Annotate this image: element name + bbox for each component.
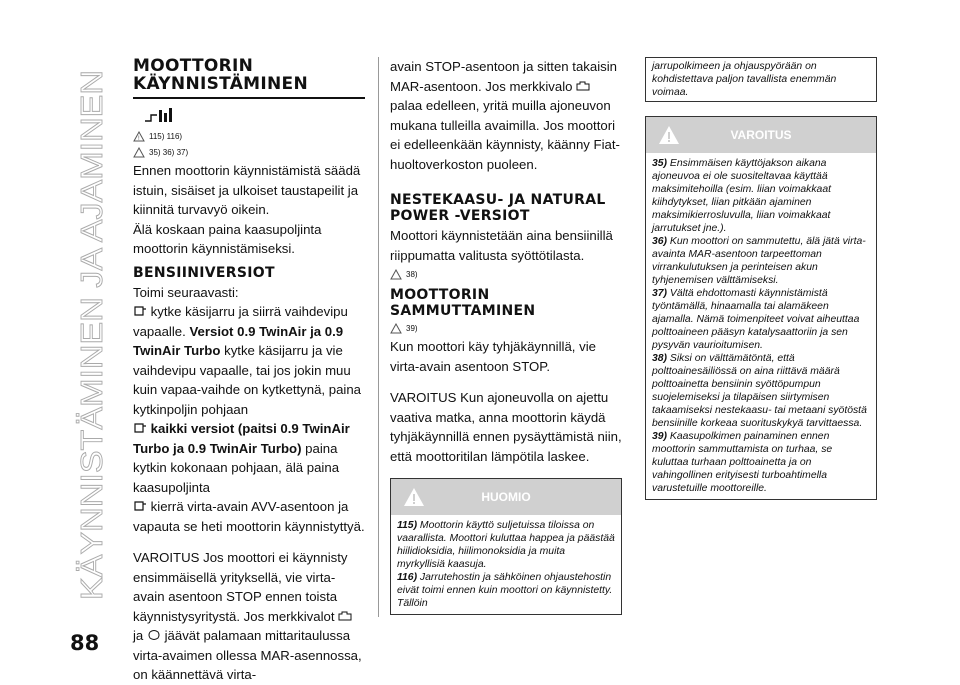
side-title-text: KÄYNNISTÄMINEN JA AJAMINEN <box>74 117 109 600</box>
hand-caution-icon <box>390 269 402 280</box>
warning-box <box>645 116 877 500</box>
heading-underline <box>133 97 365 99</box>
intro-paragraph: Ennen moottorin käynnistämistä säädä istuin, sisäiset ja ulkoiset taustapeilit ja kiinnitä turvavyö oikein. <box>133 163 361 217</box>
engine-warning-icon <box>576 80 590 92</box>
warning-item: 36) Kun moottori on sammutettu, älä jätä virta-avainta MAR-asentoon tarpeettoman virrankulutuksen ja perinteisen akun tyhjenemisen välttämiseksi. <box>652 236 866 286</box>
bullet-square-icon <box>133 305 147 317</box>
bullet-square-icon <box>133 500 147 512</box>
refs-row-a <box>133 129 365 143</box>
note-115: 115) Moottorin käyttö suljetuissa tiloissa on vaarallista. Moottori kuluttaa happea ja päästää hiilidioksidia, hiilimonoksidia ja muita myrkyllisiä kaasuja. <box>397 520 615 570</box>
ref-numbers-b: 35) 36) 37) <box>149 147 189 157</box>
lpg-paragraph: Moottori käynnistetään aina bensiinillä riippumatta valitusta syöttötilasta. <box>390 228 613 263</box>
page-number: 88 <box>70 631 100 655</box>
ref-38-row: 38) <box>390 267 622 281</box>
stopping-paragraph: Kun moottori käy tyhjäkäynnillä, vie virta-avain asentoon STOP. <box>390 339 596 374</box>
stopping-warning: VAROITUS Kun ajoneuvolla on ajettu vaativa matka, anna moottorin käydä tyhjäkäynnillä ennen pysäyttämistä niin, että moottoritilan lämpötila laskee. <box>390 390 622 464</box>
warning-item: 39) Kaasupolkimen painaminen ennen moottorin sammuttamista on turhaa, se kuluttaa turhaan polttoainetta ja on vahingollinen erityisesti turboahtimella varustetuille moottoreille. <box>652 431 833 494</box>
hazard-triangle-icon <box>133 131 145 142</box>
stopping-heading: MOOTTORIN SAMMUTTAMINEN <box>390 287 536 319</box>
warning-item: 37) Vältä ehdottomasti käynnistämistä työntämällä, hinaamalla tai alamäkeen ajamalla. Nämä toimenpiteet voivat aiheuttaa polttoaineen pääsyn katalysaattoriin ja sen pysyvän vaurioitumisen. <box>652 288 860 351</box>
caution-box <box>390 478 622 615</box>
section-heading: MOOTTORIN KÄYNNISTÄMINEN <box>133 56 308 94</box>
step-1: kytke käsijarru ja siirrä vaihdevipu vapaalle. Versiot 0.9 TwinAir ja 0.9 TwinAir Turbo kytke käsijarru ja vie vaihdevipu vapaalle, tai jos jokin muu kuin vapaa-vaihde on kytkettynä, paina kytkinpoljin pohjaan <box>133 304 361 417</box>
warning-item: 35) Ensimmäisen käyttöjakson aikana ajoneuvoa ei ole suositeltavaa käyttää maksimitehoilla (esim. liian voimakkaat kiihdytykset, liian pitkään ajaminen maksimikierrosluvulla, liian voimakkaat jarrutukset jne.). <box>652 158 832 234</box>
hand-caution-icon <box>390 323 402 334</box>
bullet-square-icon <box>133 422 147 434</box>
lpg-heading: NESTEKAASU- JA NATURAL POWER -VERSIOT <box>390 192 606 224</box>
throttle-paragraph: Älä koskaan paina kaasupoljinta moottorin käynnistämiseksi. <box>133 221 322 256</box>
procedure-intro: Toimi seuraavasti: <box>133 284 239 300</box>
step-2: kaikki versiot (paitsi 0.9 TwinAir Turbo ja 0.9 TwinAir Turbo) paina kytkin kokonaan pohjaan, älä paina kaasupoljinta <box>133 421 350 495</box>
ref-39-row: 39) <box>390 321 622 335</box>
caution-box-title: HUOMIO <box>481 490 531 504</box>
step-3: kierrä virta-avain AVV-asentoon ja vapauta se heti moottorin käynnistyttyä. <box>133 499 365 534</box>
svg-text:!: ! <box>138 135 140 142</box>
petrol-versions-heading: BENSIINIVERSIOT <box>133 264 275 281</box>
ref-numbers-a: 115) 116) <box>149 131 183 141</box>
warning-gauge-icon <box>143 107 365 127</box>
warning-item: 38) Siksi on välttämätöntä, että polttoainesäiliössä on aina riittävä määrä polttoainetta bensiinin syöttöpumpun suojelemiseksi ja tilapäisen siirtymisen takaamiseksi nestekaasu- tai metaani syötöstä bensiinille korkeaa suorituskykyä tarvittaessa. <box>652 353 867 429</box>
column-2 <box>390 57 622 615</box>
continuation-paragraph: avain STOP-asentoon ja sitten takaisin MAR-asentoon. Jos merkkivalo palaa edelleen, yritä muilla ajoneuvon mukana tulleilla avaimilla. Jos moottori ei edelleenkään käynnisty, käänny Fiat-huoltoverkoston puoleen. <box>390 59 620 172</box>
engine-warning-icon <box>338 610 352 622</box>
warning-paragraph: VAROITUS Jos moottori ei käynnisty ensimmäisellä yrityksellä, vie virta-avain asentoon STOP ennen toista käynnistysyritystä. Jos merkkivalot ja jäävät palamaan mittaritaulussa virta-avaimen ollessa MAR-asennossa, on käännettävä virta- <box>133 550 362 682</box>
refs-row-b <box>133 145 365 159</box>
column-1 <box>133 57 365 685</box>
note-116: 116) Jarrutehostin ja sähköinen ohjaustehostin eivät toimi ennen kuin moottori on käynnistetty. Tällöin <box>397 572 613 609</box>
continued-note-box: jarrupolkimeen ja ohjauspyörään on kohdistettava paljon tavallista enemmän voimaa. <box>645 57 877 102</box>
side-chapter-title <box>70 60 110 600</box>
column-3 <box>645 57 877 500</box>
hand-caution-icon <box>133 147 145 158</box>
glow-plug-icon <box>147 629 161 641</box>
column-divider <box>378 57 379 617</box>
warning-box-title: VAROITUS <box>730 128 792 142</box>
